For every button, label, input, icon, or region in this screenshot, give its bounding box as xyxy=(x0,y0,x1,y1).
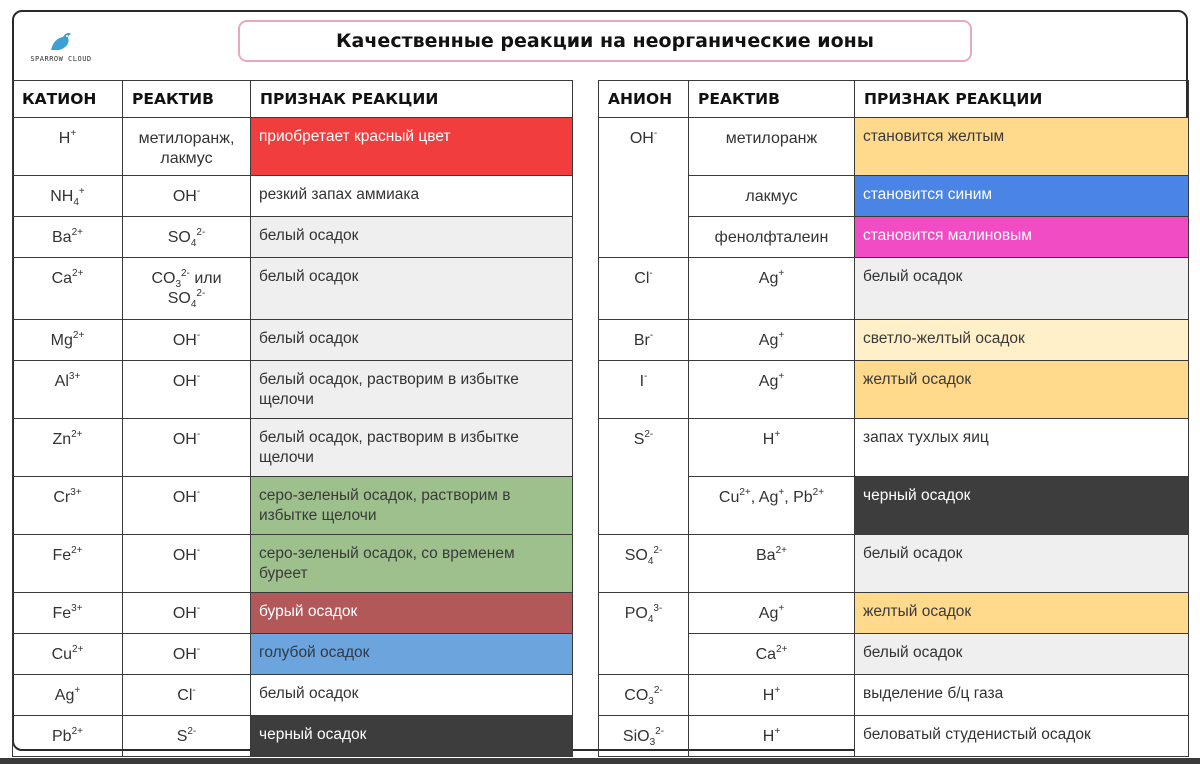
cation-reagent: $CO_3^{2-}$ или $SO_4^{2-}$ xyxy=(123,258,251,320)
header-sign: ПРИЗНАК РЕАКЦИИ xyxy=(251,81,573,118)
cation-reagent: OH- xyxy=(123,477,251,535)
logo xyxy=(26,30,96,70)
title-box xyxy=(238,20,972,62)
anion-sign: белый осадок xyxy=(855,634,1189,675)
anion-reagent: H+ xyxy=(689,675,855,716)
cation-ion: $NH_4^+$ xyxy=(13,176,123,217)
anion-ion: OH- xyxy=(599,118,689,258)
anion-row xyxy=(599,258,1189,320)
cations-header-row xyxy=(13,81,573,118)
anion-row xyxy=(599,320,1189,361)
anion-reagent: Ag+ xyxy=(689,361,855,419)
anion-reagent: лакмус xyxy=(689,176,855,217)
anion-row xyxy=(599,361,1189,419)
anions-header-row xyxy=(599,81,1189,118)
header-reagent: РЕАКТИВ xyxy=(689,81,855,118)
cation-sign: приобретает красный цвет xyxy=(251,118,573,176)
cation-sign: белый осадок, растворим в избытке щелочи xyxy=(251,419,573,477)
cation-ion: $Fe^{2+}$ xyxy=(13,535,123,593)
cation-ion: $Mg^{2+}$ xyxy=(13,320,123,361)
cations-table xyxy=(12,80,573,757)
anion-row xyxy=(599,118,1189,176)
header-cation: КАТИОН xyxy=(13,81,123,118)
anions-table xyxy=(598,80,1189,757)
cation-ion: H+ xyxy=(13,118,123,176)
cation-ion: $Cr^{3+}$ xyxy=(13,477,123,535)
cation-row xyxy=(13,361,573,419)
bottom-strip xyxy=(0,758,1200,764)
anion-reagent: фенолфталеин xyxy=(689,217,855,258)
anion-row xyxy=(599,535,1189,593)
cation-sign: серо-зеленый осадок, растворим в избытке щелочи xyxy=(251,477,573,535)
cation-reagent: OH- xyxy=(123,361,251,419)
cation-sign: белый осадок, растворим в избытке щелочи xyxy=(251,361,573,419)
anion-sign: черный осадок xyxy=(855,477,1189,535)
cation-reagent: OH- xyxy=(123,593,251,634)
anion-sign: желтый осадок xyxy=(855,361,1189,419)
cation-ion: $Pb^{2+}$ xyxy=(13,716,123,757)
anion-ion: Cl- xyxy=(599,258,689,320)
cation-sign: голубой осадок xyxy=(251,634,573,675)
anion-sign: становится синим xyxy=(855,176,1189,217)
cation-ion: Ag+ xyxy=(13,675,123,716)
anion-ion: $S^{2-}$ xyxy=(599,419,689,535)
anion-reagent: Ag+ xyxy=(689,320,855,361)
anion-sign: беловатый студенистый осадок xyxy=(855,716,1189,757)
header-reagent: РЕАКТИВ xyxy=(123,81,251,118)
bird-icon xyxy=(47,30,75,54)
anion-ion: SiO$_3^{2-}$ xyxy=(599,716,689,757)
anion-row xyxy=(599,675,1189,716)
anion-row xyxy=(599,419,1189,477)
anion-reagent: H+ xyxy=(689,716,855,757)
anion-row xyxy=(599,593,1189,634)
anion-sign: выделение б/ц газа xyxy=(855,675,1189,716)
anion-sign: белый осадок xyxy=(855,535,1189,593)
anion-reagent: $Ba^{2+}$ xyxy=(689,535,855,593)
anion-ion: $PO_4^{3-}$ xyxy=(599,593,689,675)
anion-sign: белый осадок xyxy=(855,258,1189,320)
cation-reagent: $SO_4^{2-}$ xyxy=(123,217,251,258)
cation-row xyxy=(13,176,573,217)
cation-sign: белый осадок xyxy=(251,320,573,361)
cation-ion: $Ba^{2+}$ xyxy=(13,217,123,258)
cation-row xyxy=(13,258,573,320)
cation-reagent: OH- xyxy=(123,535,251,593)
page-title: Качественные реакции на неорганические ионы xyxy=(336,30,874,52)
anion-sign: желтый осадок xyxy=(855,593,1189,634)
anion-reagent: Ag+ xyxy=(689,593,855,634)
cation-ion: $Al^{3+}$ xyxy=(13,361,123,419)
anion-ion: $CO_3^{2-}$ xyxy=(599,675,689,716)
cation-row xyxy=(13,675,573,716)
header-anion: АНИОН xyxy=(599,81,689,118)
cation-sign: черный осадок xyxy=(251,716,573,757)
cation-reagent: метилоранж, лакмус xyxy=(123,118,251,176)
anion-reagent: $Ca^{2+}$ xyxy=(689,634,855,675)
anion-row xyxy=(599,716,1189,757)
cation-ion: $Fe^{3+}$ xyxy=(13,593,123,634)
anion-sign: становится малиновым xyxy=(855,217,1189,258)
cation-ion: $Cu^{2+}$ xyxy=(13,634,123,675)
anion-ion: Br- xyxy=(599,320,689,361)
cation-ion: $Zn^{2+}$ xyxy=(13,419,123,477)
anion-reagent: Ag+ xyxy=(689,258,855,320)
cation-sign: белый осадок xyxy=(251,217,573,258)
cation-row xyxy=(13,634,573,675)
cation-row xyxy=(13,716,573,757)
cation-row xyxy=(13,535,573,593)
cation-row xyxy=(13,217,573,258)
cation-reagent: $S^{2-}$ xyxy=(123,716,251,757)
anion-sign: становится желтым xyxy=(855,118,1189,176)
cation-sign: белый осадок xyxy=(251,258,573,320)
cation-reagent: OH- xyxy=(123,176,251,217)
cation-sign: резкий запах аммиака xyxy=(251,176,573,217)
anion-reagent: метилоранж xyxy=(689,118,855,176)
cation-reagent: Cl- xyxy=(123,675,251,716)
anion-sign: запах тухлых яиц xyxy=(855,419,1189,477)
cation-row xyxy=(13,419,573,477)
anion-reagent: $Cu^{2+}$, Ag+, $Pb^{2+}$ xyxy=(689,477,855,535)
anion-ion: $SO_4^{2-}$ xyxy=(599,535,689,593)
cation-sign: бурый осадок xyxy=(251,593,573,634)
anion-ion: I- xyxy=(599,361,689,419)
cation-sign: серо-зеленый осадок, со временем буреет xyxy=(251,535,573,593)
cation-row xyxy=(13,477,573,535)
cation-row xyxy=(13,118,573,176)
cation-reagent: OH- xyxy=(123,419,251,477)
anion-reagent: H+ xyxy=(689,419,855,477)
cation-ion: $Ca^{2+}$ xyxy=(13,258,123,320)
cation-reagent: OH- xyxy=(123,320,251,361)
cation-reagent: OH- xyxy=(123,634,251,675)
cation-sign: белый осадок xyxy=(251,675,573,716)
cation-row xyxy=(13,320,573,361)
header-sign: ПРИЗНАК РЕАКЦИИ xyxy=(855,81,1189,118)
anion-sign: светло-желтый осадок xyxy=(855,320,1189,361)
cation-row xyxy=(13,593,573,634)
logo-text: SPARROW CLOUD xyxy=(30,55,92,63)
